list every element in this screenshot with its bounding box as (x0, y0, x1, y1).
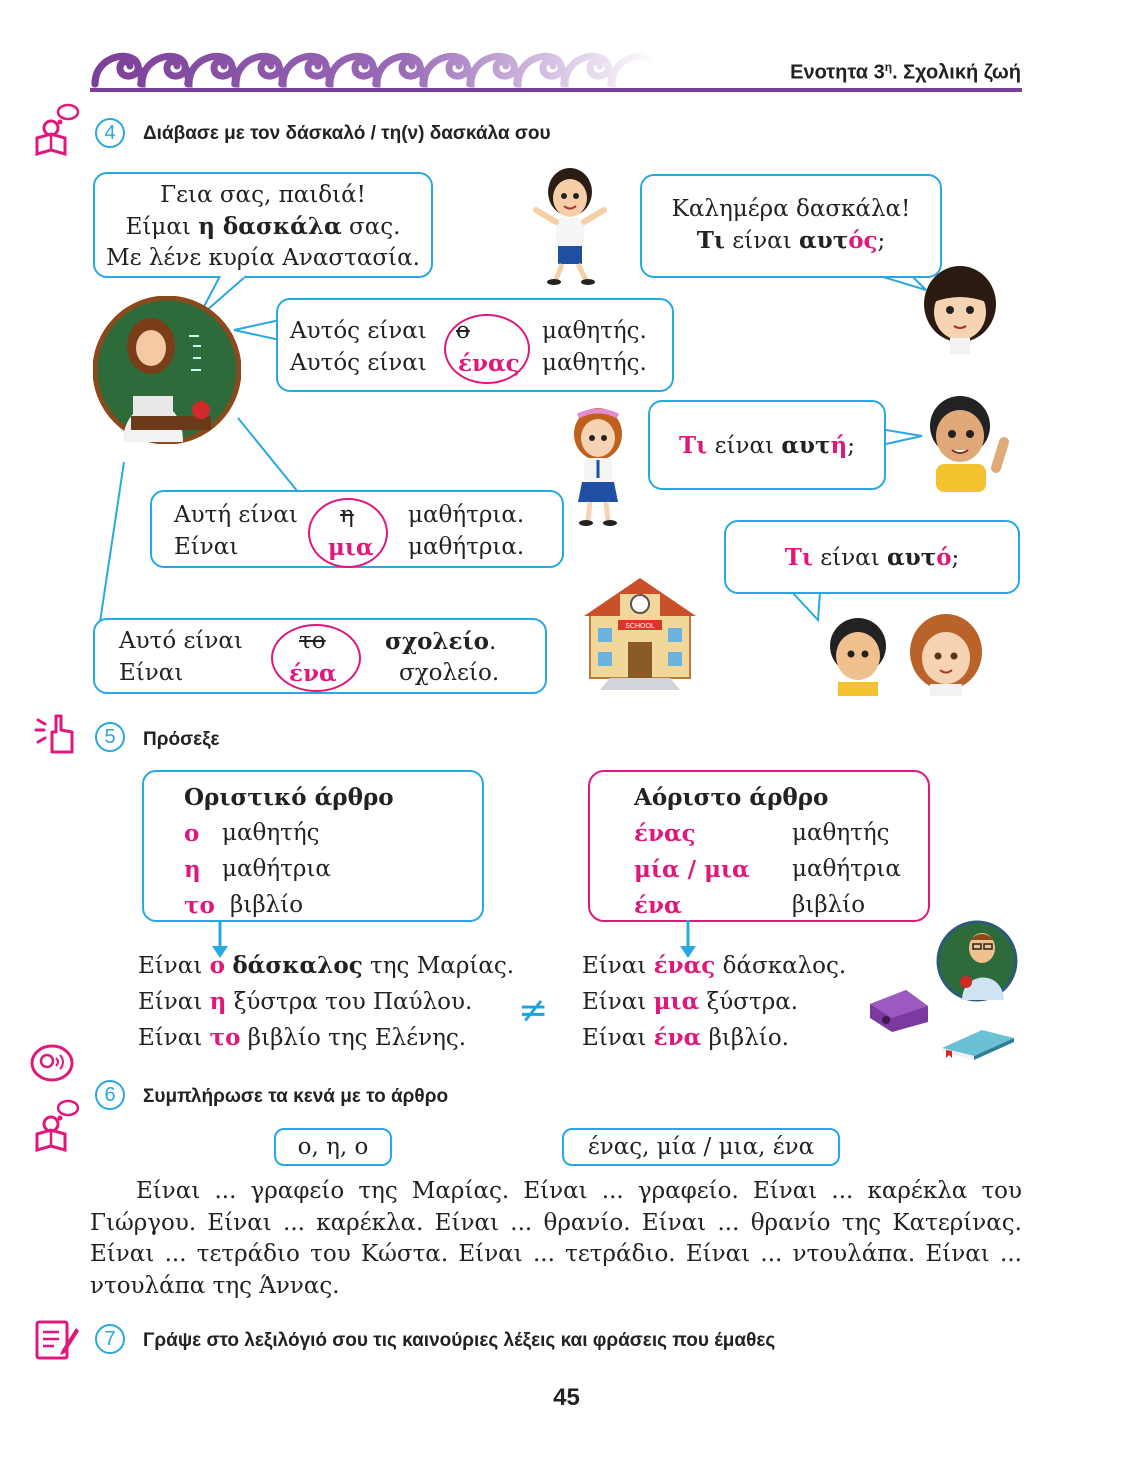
greek-wave-ornament (90, 44, 670, 90)
school-article-oval (271, 624, 361, 692)
reading-icon (34, 102, 80, 158)
definite-sentence (138, 952, 514, 979)
school-r1-a: Αυτό είναι (119, 628, 243, 654)
sentence-end: ξύστρα. (699, 989, 799, 1015)
school-r2-a: Είναι (119, 660, 184, 686)
indefinite-noun: μαθητής (792, 820, 890, 846)
teacher-illustration (93, 296, 241, 444)
section-number-6: 6 (95, 1080, 125, 1110)
teacher-bubble-line1: Γεια σας, παιδιά! (160, 182, 366, 208)
header-decoration (90, 44, 670, 90)
school-speech-bubble (93, 618, 547, 694)
autos-speech-bubble (276, 298, 674, 392)
indefinite-article-box (588, 770, 930, 922)
autos-r1-noun: μαθητής. (542, 318, 647, 344)
school-r1-noun: σχολείο. (385, 628, 497, 655)
reading-icon-2 (34, 1098, 80, 1154)
autos-r2-a: Αυτός είναι (290, 350, 427, 376)
sentence-article: η (209, 988, 227, 1015)
teacher-speech-bubble (93, 172, 433, 278)
writing-icon (34, 1318, 80, 1362)
not-equal-sign: ≠ (518, 990, 549, 1031)
definite-noun: μαθήτρια (222, 856, 331, 882)
definite-noun: μαθητής (222, 820, 320, 846)
sentence-mid: βιβλίο της Ελένης. (240, 1025, 467, 1051)
boy-bubble-line1: Καλημέρα δασκάλα! (671, 196, 911, 222)
boy-waving-illustration (530, 162, 610, 286)
sentence-article: ο (209, 952, 225, 979)
sentence-article: ένα (653, 1024, 702, 1051)
header-title-sup: η (884, 60, 893, 74)
auti-question-bubble: Τι είναι αυτή; (648, 400, 886, 490)
auti-r1-article: η (340, 502, 354, 528)
boy-face-waving-illustration (918, 392, 1018, 492)
indefinite-sentence (582, 1024, 789, 1051)
sentence-end: δάσκαλος. (715, 953, 847, 979)
definite-sentence (138, 988, 472, 1015)
teacher-bubble-line2: Είμαι η δασκάλα σας. (125, 213, 401, 240)
sentence-end: της Μαρίας. (362, 953, 515, 979)
definite-article: η (184, 856, 201, 883)
sentence-mid: ξύστρα του Παύλου. (226, 989, 473, 1015)
speaking-icon (30, 1044, 78, 1084)
indefinite-word-box: ένας, μία / μια, ένα (562, 1128, 840, 1166)
indefinite-sentence (582, 988, 798, 1015)
indefinite-noun: μαθήτρια (792, 856, 901, 882)
sentence-start: Είναι (582, 1025, 654, 1051)
sentence-end: βιβλίο. (701, 1025, 789, 1051)
teacher-bubble-line3: Με λένε κυρία Αναστασία. (106, 245, 420, 271)
sentence-article: ένας (653, 952, 716, 979)
girl-standing-illustration (562, 404, 634, 528)
sentence-article: μια (653, 988, 700, 1015)
sentence-start: Είναι (138, 1025, 210, 1051)
indefinite-article: ένας (634, 820, 696, 847)
definite-word-box: ο, η, ο (274, 1128, 392, 1166)
book-illustration (938, 1026, 1016, 1062)
auti-r2-article: μια (328, 534, 374, 561)
sentence-start: Είναι (582, 953, 654, 979)
auti-r1-a: Αυτή είναι (174, 502, 298, 528)
fill-in-paragraph: Είναι ... γραφείο της Μαρίας. Είναι ... γραφείο. Είναι ... καρέκλα του Γιώργου. Είναι ... καρέκλα. Είναι ... θρανίο. Είναι ... θρανίο της Κατερίνας. Είναι ... τετράδιο του Κώστα. Είναι ... τετράδιο. Είναι ... ντουλάπα. Είναι ... ντουλάπα της Άννας. (90, 1178, 1022, 1299)
definite-article: το (184, 892, 215, 919)
auti-r1-noun: μαθήτρια. (408, 502, 525, 528)
definite-sentence (138, 1024, 466, 1051)
section4-heading: Διάβασε με τον δάσκαλό / τη(ν) δασκάλα σου (143, 123, 551, 144)
sentence-start: Είναι (138, 953, 210, 979)
auto-question-bubble: Τι είναι αυτό; (724, 520, 1020, 594)
definite-title: Οριστικό άρθρο (184, 784, 394, 811)
autos-r2-noun: μαθητής. (542, 350, 647, 376)
boy-bubble-line2: Τι είναι αυτός; (696, 227, 886, 254)
section-number-4: 4 (95, 118, 125, 148)
indefinite-sentence (582, 952, 846, 979)
boy-speech-bubble (640, 174, 942, 278)
section7-heading: Γράψε στο λεξιλόγιό σου τις καινούριες λέξεις και φράσεις που έμαθες (143, 1330, 776, 1351)
auti-r2-noun: μαθήτρια. (408, 534, 525, 560)
girl-face-illustration (920, 264, 1000, 354)
sentence-start: Είναι (138, 989, 210, 1015)
school-r1-article: το (299, 628, 326, 654)
school-building-illustration (580, 574, 700, 692)
definite-article: ο (184, 820, 200, 847)
school-r2-article: ένα (289, 660, 337, 687)
header-title (790, 60, 1021, 85)
school-sign-text: SCHOOL (625, 623, 655, 630)
sentence-bold: δάσκαλος (232, 952, 363, 979)
male-teacher-illustration (936, 920, 1018, 1002)
header-title-text: Ενοτητα 3 (790, 61, 885, 84)
definite-noun: βιβλίο (230, 892, 304, 918)
sharpener-illustration (866, 984, 932, 1034)
page-number: 45 (553, 1384, 580, 1411)
autos-article-oval (444, 314, 530, 384)
sentence-start: Είναι (582, 989, 654, 1015)
section-number-7: 7 (95, 1324, 125, 1354)
autos-r2-article: ένας (458, 350, 520, 377)
pointing-hand-icon (34, 712, 76, 754)
indefinite-article: μία / μια (634, 856, 750, 883)
section-number-5: 5 (95, 722, 125, 752)
sentence-article: το (209, 1024, 241, 1051)
definite-article-box (142, 770, 484, 922)
indefinite-title: Αόριστο άρθρο (634, 784, 829, 811)
auti-speech-bubble (150, 490, 564, 568)
indefinite-article: ένα (634, 892, 682, 919)
indefinite-noun: βιβλίο (792, 892, 866, 918)
header-rule (90, 88, 1022, 92)
autos-r1-a: Αυτός είναι (290, 318, 427, 344)
school-r2-noun: σχολείο. (399, 660, 500, 686)
section5-heading: Πρόσεξε (143, 729, 220, 750)
section6-heading: Συμπλήρωσε τα κενά με το άρθρο (143, 1086, 449, 1107)
autos-r1-article: ο (456, 318, 470, 344)
auti-article-oval (308, 498, 388, 568)
auti-r2-a: Είναι (174, 534, 239, 560)
children-faces-illustration (822, 612, 990, 696)
header-title-rest: . Σχολική ζωή (892, 61, 1021, 84)
